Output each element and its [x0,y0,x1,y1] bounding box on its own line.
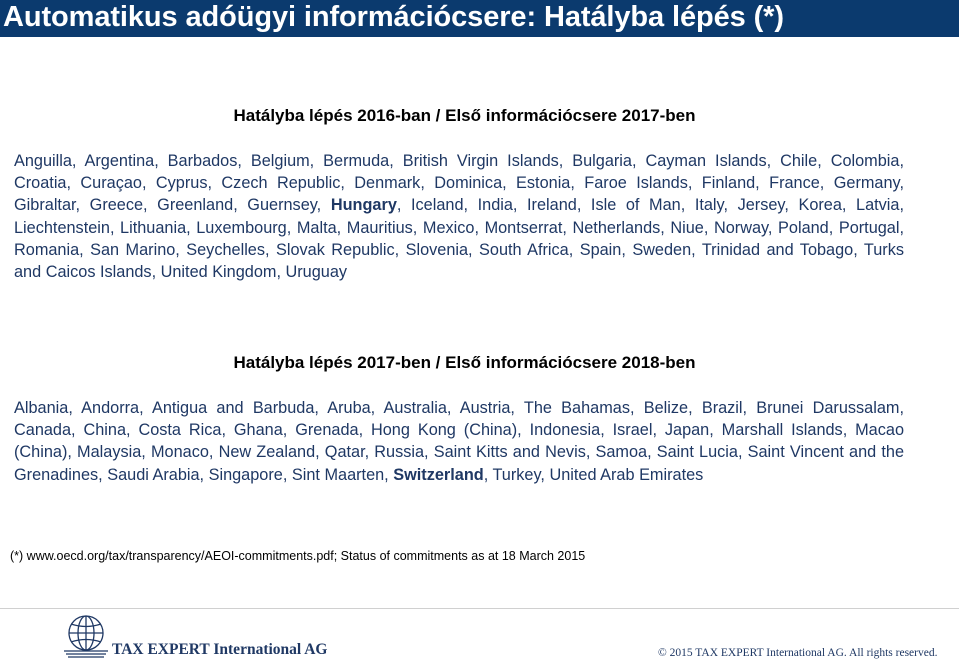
section-heading-2017: Hatályba lépés 2017-ben / Első információcsere 2018-ben [233,353,696,372]
highlighted-country: Switzerland [393,465,484,484]
country-list-2016 [14,150,904,283]
country-list-text: Albania, Andorra, Antigua and Barbuda, Aruba, Australia, Austria, The Bahamas, Belize, Brazil, Brunei Darussalam, Canada, China, Costa Rica, Ghana, Grenada, Hong Kong (China), Indonesia, Israel, Japan, Marshall Islands, Macao (China), Malaysia, Monaco, New Zealand, Qatar, Russia, Saint Kitts and Nevis, Samoa, Saint Lucia, Saint Vincent and the Grenadines, Saudi Arabia, Singapore, Sint Maarten, [14,399,904,484]
country-list-text: Anguilla, Argentina, Barbados, Belgium, Bermuda, British Virgin Islands, Bulgaria, Cayman Islands, Chile, Colombia, Croatia, Curaçao, Cyprus, Czech Republic, Denmark, Dominica, Estonia, Faroe Islands, Finland, France, Germany, Gibraltar, Greece, Greenland, Guernsey, [14,152,904,215]
footnote: (*) www.oecd.org/tax/transparency/AEOI-commitments.pdf; Status of commitments as at 18 March 2015 [10,549,586,563]
country-list-text: , Turkey, United Arab Emirates [483,465,704,484]
copyright-notice: © 2015 TAX EXPERT International AG. All rights reserved. [658,647,938,659]
title-bar [0,0,959,37]
highlighted-country: Hungary [330,196,397,215]
globe-logo-icon [60,611,112,661]
page-title: Automatikus adóügyi információcsere: Hatályba lépés (*) [3,1,784,33]
country-list-2017 [14,397,904,486]
company-name: TAX EXPERT International AG [112,641,328,658]
section-heading-2016: Hatályba lépés 2016-ban / Első információcsere 2017-ben [233,106,696,125]
country-list-text: , Iceland, India, Ireland, Isle of Man, Italy, Jersey, Korea, Latvia, Liechtenstein, Lithuania, Luxembourg, Malta, Mauritius, Mexico, Montserrat, Netherlands, Niue, Norway, Poland, Portugal, Romania, San Marino, Seychelles, Slovak Republic, Slovenia, South Africa, Spain, Sweden, Trinidad and Tobago, Turks and Caicos Islands, United Kingdom, Uruguay [14,196,904,282]
footer-divider [0,608,959,609]
